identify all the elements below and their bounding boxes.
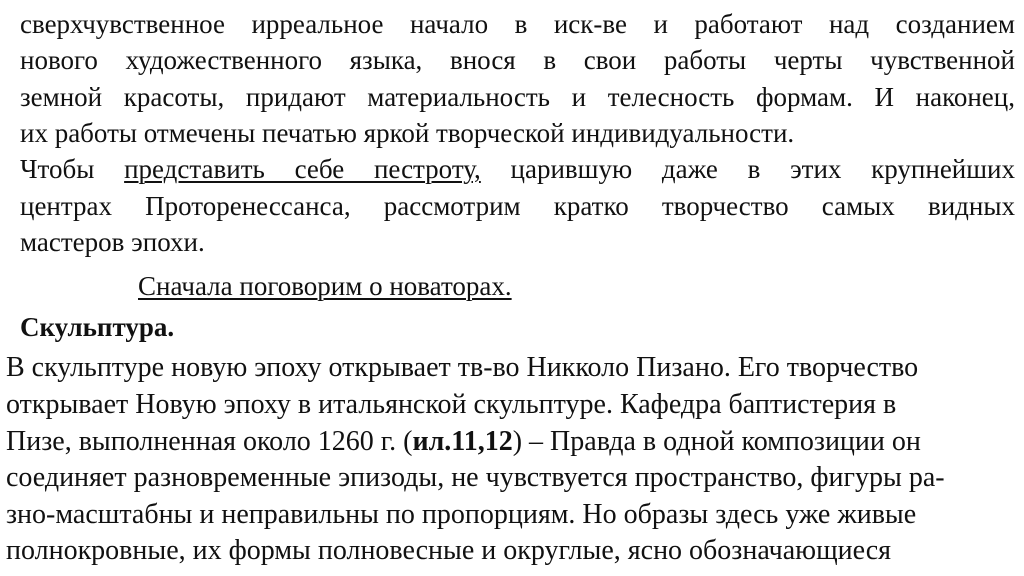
paragraph-3-prefix: Пизе, выполненная около 1260 г. ( (6, 426, 413, 457)
paragraph-3-line-2: открывает Новую эпоху в итальянской скульптуре. Кафедра баптистерия в (6, 389, 897, 420)
paragraph-3-suffix: ) – Правда в одной композиции он (512, 426, 921, 457)
paragraph-2-line-2: центрах Проторенессанса, рассмотрим кратко творчество самых видных (20, 191, 1015, 221)
paragraph-3-line-3 (6, 426, 921, 458)
paragraph-1-line-1: сверхчувственное ирреальное начало в иск-ве и работают над созданием (20, 9, 1015, 39)
paragraph-1-line-4: их работы отмечены печатью яркой творческой индивидуальности. (20, 118, 795, 148)
paragraph-3-line-6: полнокровные, их формы полновесные и округлые, ясно обозначающиеся (6, 535, 892, 566)
subheading: Сначала поговорим о новаторах. (138, 271, 512, 301)
paragraph-2-suffix: царившую даже в этих крупнейших (480, 154, 1015, 184)
paragraph-2-line-3: мастеров эпохи. (20, 227, 205, 257)
paragraph-1-line-3: земной красоты, придают материальность и телесность формам. И наконец, (20, 82, 1015, 112)
illustration-reference: ил.11,12 (412, 426, 513, 457)
paragraph-1-line-2: нового художественного языка, внося в свои работы черты чувственной (20, 45, 1015, 75)
paragraph-3-line-5: зно-масштабны и неправильны по пропорциям. Но образы здесь уже живые (6, 499, 917, 530)
section-heading: Скульптура. (20, 312, 175, 342)
underlined-phrase: представить себе пестроту, (124, 154, 481, 184)
paragraph-3-line-4: соединяет разновременные эпизоды, не чувствуется пространство, фигуры ра- (6, 462, 945, 493)
paragraph-2-prefix: Чтобы (20, 154, 125, 184)
paragraph-3-line-1: В скульптуре новую эпоху открывает тв-во Никколо Пизано. Его творчество (6, 352, 919, 383)
paragraph-2-line-1 (20, 153, 1015, 185)
